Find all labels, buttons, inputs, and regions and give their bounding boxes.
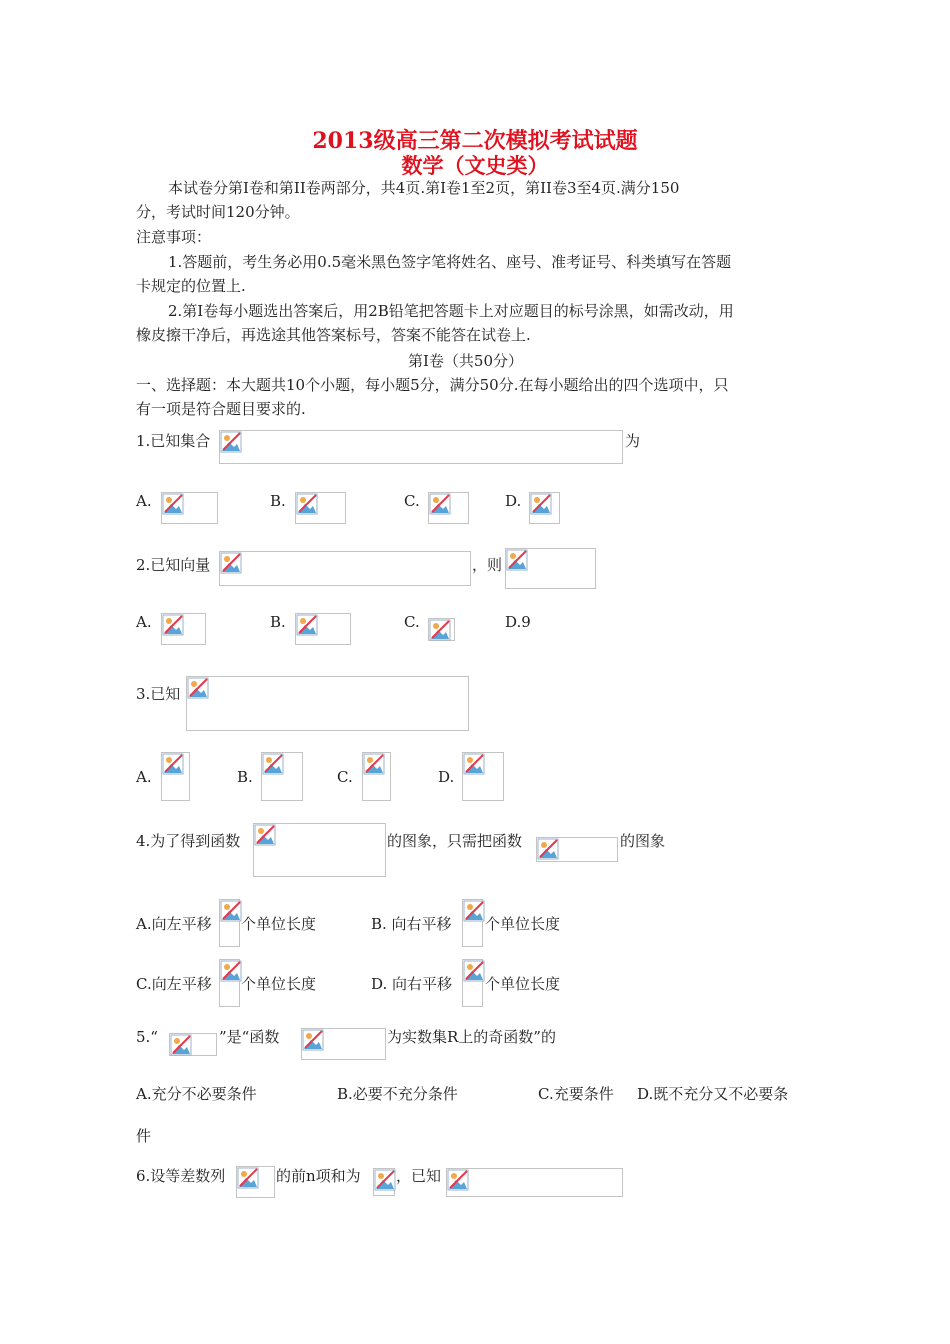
q4-option-a-label: A.向左平移 [136, 915, 212, 933]
note-1-line-2: 卡规定的位置上. [136, 277, 246, 295]
q6-formula-image [236, 1166, 275, 1198]
section-instructions-line-1: 一、选择题：本大题共10个小题，每小题5分，满分50分.在每小题给出的四个选项中，只 [136, 376, 729, 394]
q3-stem: 3.已知 [136, 685, 181, 703]
q5-option-d: D.既不充分又不必要条 [637, 1085, 789, 1103]
q2-option-b-label: B. [270, 613, 286, 631]
q5-option-b: B.必要不充分条件 [337, 1085, 458, 1103]
q1-formula-image [219, 430, 623, 464]
broken-image-icon [220, 431, 242, 453]
q4-option-b-image [462, 899, 483, 947]
q4-option-d-label: D. 向右平移 [371, 975, 453, 993]
broken-image-icon [187, 677, 209, 699]
q5-formula-image [169, 1033, 217, 1056]
broken-image-icon [537, 838, 559, 860]
broken-image-icon [162, 493, 184, 515]
section-instructions-line-2: 有一项是符合题目要求的. [136, 400, 306, 418]
note-2-line-1: 2.第Ⅰ卷每小题选出答案后，用2B铅笔把答题卡上对应题目的标号涂黑，如需改动，用 [168, 302, 734, 320]
q5-mid: ”是“函数 [219, 1028, 280, 1046]
broken-image-icon [302, 1029, 324, 1051]
q5-stem: 5.“ [136, 1028, 158, 1046]
q1-option-a-image [161, 492, 218, 524]
q4-option-c-label: C.向左平移 [136, 975, 212, 993]
q5-tail: 为实数集R上的奇函数”的 [387, 1028, 556, 1046]
q3-option-a-image [161, 752, 190, 801]
q4-option-c-image [219, 959, 240, 1007]
q4-formula-image-2 [536, 837, 618, 862]
broken-image-icon [262, 753, 284, 775]
q6-formula-image-3 [446, 1168, 623, 1197]
exam-title: 2013级高三第二次模拟考试试题 [312, 128, 638, 154]
q4-option-c-unit: 个单位长度 [241, 975, 317, 993]
section-heading: 第Ⅰ卷（共50分） [408, 352, 524, 370]
q2-mid: ，则 [472, 556, 503, 574]
q4-option-a-unit: 个单位长度 [241, 915, 317, 933]
q3-formula-image [186, 676, 469, 731]
broken-image-icon [506, 549, 528, 571]
exam-subtitle: 数学（文史类） [401, 153, 549, 178]
broken-image-icon [296, 493, 318, 515]
q2-option-c-image [428, 618, 455, 641]
note-2-line-2: 橡皮擦干净后，再选途其他答案标号，答案不能答在试卷上. [136, 326, 531, 344]
q4-option-d-unit: 个单位长度 [485, 975, 561, 993]
q4-formula-image [253, 823, 386, 877]
q5-formula-image-2 [301, 1028, 386, 1060]
broken-image-icon [374, 1169, 396, 1191]
q4-stem: 4.为了得到函数 [136, 832, 241, 850]
q2-formula-image [219, 551, 471, 586]
q3-option-c-label: C. [337, 768, 353, 786]
q2-stem: 2.已知向量 [136, 556, 211, 574]
broken-image-icon [162, 614, 184, 636]
intro-line-1: 本试卷分第Ⅰ卷和第II卷两部分，共4页.第Ⅰ卷1至2页，第II卷3至4页.满分150 [168, 179, 680, 197]
broken-image-icon [363, 753, 385, 775]
q6-stem: 6.设等差数列 [136, 1167, 226, 1185]
q3-option-b-label: B. [237, 768, 253, 786]
q1-option-b-label: B. [270, 492, 286, 510]
broken-image-icon [237, 1167, 259, 1189]
broken-image-icon [296, 614, 318, 636]
broken-image-icon [463, 960, 485, 982]
broken-image-icon [447, 1169, 469, 1191]
q3-option-c-image [362, 752, 391, 801]
q1-option-d-image [529, 492, 560, 524]
q3-option-b-image [261, 752, 303, 801]
q1-option-d-label: D. [505, 492, 522, 510]
q1-option-b-image [295, 492, 346, 524]
q2-option-b-image [295, 613, 351, 645]
broken-image-icon [254, 824, 276, 846]
q4-option-b-unit: 个单位长度 [485, 915, 561, 933]
q4-mid: 的图象，只需把函数 [387, 832, 523, 850]
q1-option-c-label: C. [404, 492, 420, 510]
q4-option-d-image [462, 959, 483, 1007]
q6-mid: 的前n项和为 [276, 1167, 361, 1185]
q4-tail: 的图象 [620, 832, 666, 850]
broken-image-icon [530, 493, 552, 515]
q2-formula-image-2 [505, 548, 596, 589]
broken-image-icon [463, 753, 485, 775]
q4-option-a-image [219, 899, 240, 947]
q4-option-b-label: B. 向右平移 [371, 915, 452, 933]
broken-image-icon [463, 900, 485, 922]
broken-image-icon [220, 552, 242, 574]
intro-line-2: 分，考试时间120分钟。 [136, 203, 300, 221]
broken-image-icon [220, 900, 242, 922]
q3-option-a-label: A. [136, 768, 152, 786]
notice-heading: 注意事项： [136, 228, 212, 246]
broken-image-icon [170, 1034, 192, 1056]
q1-option-a-label: A. [136, 492, 152, 510]
q5-option-d-wrap: 件 [136, 1127, 152, 1145]
broken-image-icon [429, 619, 451, 641]
q2-option-c-label: C. [404, 613, 420, 631]
q2-option-d: D.9 [505, 613, 531, 631]
broken-image-icon [162, 753, 184, 775]
note-1-line-1: 1.答题前，考生务必用0.5毫米黑色签字笔将姓名、座号、准考证号、科类填写在答题 [168, 253, 732, 271]
q1-option-c-image [428, 492, 469, 524]
q2-option-a-image [161, 613, 206, 645]
q6-tail: ，已知 [396, 1167, 442, 1185]
broken-image-icon [220, 960, 242, 982]
q6-formula-image-2 [373, 1168, 395, 1196]
q5-option-a: A.充分不必要条件 [136, 1085, 257, 1103]
q5-option-c: C.充要条件 [538, 1085, 614, 1103]
q1-stem: 1.已知集合 [136, 432, 211, 450]
q2-option-a-label: A. [136, 613, 152, 631]
q1-tail: 为 [625, 432, 641, 450]
broken-image-icon [429, 493, 451, 515]
q3-option-d-image [462, 752, 504, 801]
q3-option-d-label: D. [438, 768, 455, 786]
